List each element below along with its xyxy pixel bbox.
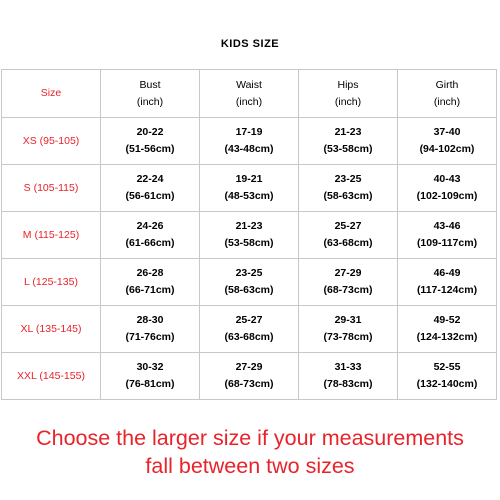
inch-value: 25-27 xyxy=(334,220,362,232)
cm-value: (68-73cm) xyxy=(224,378,274,390)
cm-value: (53-58cm) xyxy=(224,237,274,249)
inch-value: 19-21 xyxy=(235,173,263,185)
cm-value: (61-66cm) xyxy=(125,237,175,249)
inch-value: 24-26 xyxy=(136,220,164,232)
table-cell xyxy=(299,353,398,400)
cm-value: (109-117cm) xyxy=(416,237,478,249)
table-row xyxy=(2,212,497,259)
row-size-label: S (105-115) xyxy=(2,165,101,212)
table-cell xyxy=(398,259,497,306)
cm-value: (132-140cm) xyxy=(416,378,478,390)
inch-value: 25-27 xyxy=(235,314,263,326)
table-cell xyxy=(398,306,497,353)
column-header-unit: (inch) xyxy=(235,95,263,108)
cm-value: (117-124cm) xyxy=(416,284,478,296)
cm-value: (102-109cm) xyxy=(416,190,478,202)
inch-value: 27-29 xyxy=(235,361,263,373)
table-cell xyxy=(299,118,398,165)
inch-value: 31-33 xyxy=(334,361,362,373)
table-cell xyxy=(200,259,299,306)
table-cell xyxy=(398,165,497,212)
size-chart-table xyxy=(1,69,497,400)
inch-value: 49-52 xyxy=(433,314,461,326)
column-header-unit: (inch) xyxy=(136,95,164,108)
column-header-unit: (inch) xyxy=(334,95,362,108)
cm-value: (73-78cm) xyxy=(323,331,373,343)
cm-value: (58-63cm) xyxy=(224,284,274,296)
table-cell xyxy=(101,353,200,400)
note-line-1: Choose the larger size if your measurements xyxy=(36,426,464,450)
table-row xyxy=(2,118,497,165)
size-advice-note xyxy=(0,424,500,480)
inch-value: 29-31 xyxy=(334,314,362,326)
row-size-label: XS (95-105) xyxy=(2,118,101,165)
inch-value: 23-25 xyxy=(334,173,362,185)
note-line-2: fall between two sizes xyxy=(145,454,355,478)
table-cell xyxy=(101,306,200,353)
inch-value: 30-32 xyxy=(136,361,164,373)
column-header-unit: (inch) xyxy=(433,95,461,108)
table-cell xyxy=(200,353,299,400)
inch-value: 23-25 xyxy=(235,267,263,279)
inch-value: 37-40 xyxy=(433,126,461,138)
inch-value: 22-24 xyxy=(136,173,164,185)
column-header-name: Waist xyxy=(236,78,262,91)
table-cell xyxy=(398,118,497,165)
inch-value: 21-23 xyxy=(334,126,362,138)
inch-value: 40-43 xyxy=(433,173,461,185)
cm-value: (63-68cm) xyxy=(224,331,274,343)
cm-value: (68-73cm) xyxy=(323,284,373,296)
table-cell xyxy=(299,306,398,353)
table-row xyxy=(2,165,497,212)
row-size-label: L (125-135) xyxy=(2,259,101,306)
column-header-bust xyxy=(101,70,200,118)
table-cell xyxy=(398,212,497,259)
inch-value: 28-30 xyxy=(136,314,164,326)
cm-value: (66-71cm) xyxy=(125,284,175,296)
table-cell xyxy=(200,165,299,212)
table-cell xyxy=(200,118,299,165)
inch-value: 27-29 xyxy=(334,267,362,279)
table-cell xyxy=(101,212,200,259)
cm-value: (56-61cm) xyxy=(125,190,175,202)
row-size-label: XXL (145-155) xyxy=(2,353,101,400)
cm-value: (71-76cm) xyxy=(125,331,175,343)
table-header-row xyxy=(2,70,497,118)
inch-value: 17-19 xyxy=(235,126,263,138)
cm-value: (43-48cm) xyxy=(224,143,274,155)
cm-value: (78-83cm) xyxy=(323,378,373,390)
page-title: KIDS SIZE xyxy=(220,38,280,50)
row-size-label: M (115-125) xyxy=(2,212,101,259)
inch-value: 20-22 xyxy=(136,126,164,138)
table-cell xyxy=(101,118,200,165)
table-cell xyxy=(299,165,398,212)
table-cell xyxy=(200,306,299,353)
inch-value: 52-55 xyxy=(433,361,461,373)
size-column-header: Size xyxy=(2,70,101,118)
column-header-name: Bust xyxy=(139,78,161,91)
row-size-label: XL (135-145) xyxy=(2,306,101,353)
cm-value: (124-132cm) xyxy=(416,331,478,343)
column-header-name: Girth xyxy=(435,78,459,91)
table-cell xyxy=(299,259,398,306)
cm-value: (48-53cm) xyxy=(224,190,274,202)
column-header-waist xyxy=(200,70,299,118)
cm-value: (63-68cm) xyxy=(323,237,373,249)
table-cell xyxy=(101,165,200,212)
column-header-name: Hips xyxy=(337,78,359,91)
inch-value: 21-23 xyxy=(235,220,263,232)
table-cell xyxy=(101,259,200,306)
table-row xyxy=(2,259,497,306)
cm-value: (53-58cm) xyxy=(323,143,373,155)
inch-value: 46-49 xyxy=(433,267,461,279)
inch-value: 26-28 xyxy=(136,267,164,279)
cm-value: (51-56cm) xyxy=(125,143,175,155)
cm-value: (94-102cm) xyxy=(419,143,475,155)
table-row xyxy=(2,306,497,353)
inch-value: 43-46 xyxy=(433,220,461,232)
column-header-hips xyxy=(299,70,398,118)
table-cell xyxy=(200,212,299,259)
table-cell xyxy=(398,353,497,400)
table-row xyxy=(2,353,497,400)
table-cell xyxy=(299,212,398,259)
column-header-girth xyxy=(398,70,497,118)
cm-value: (76-81cm) xyxy=(125,378,175,390)
cm-value: (58-63cm) xyxy=(323,190,373,202)
